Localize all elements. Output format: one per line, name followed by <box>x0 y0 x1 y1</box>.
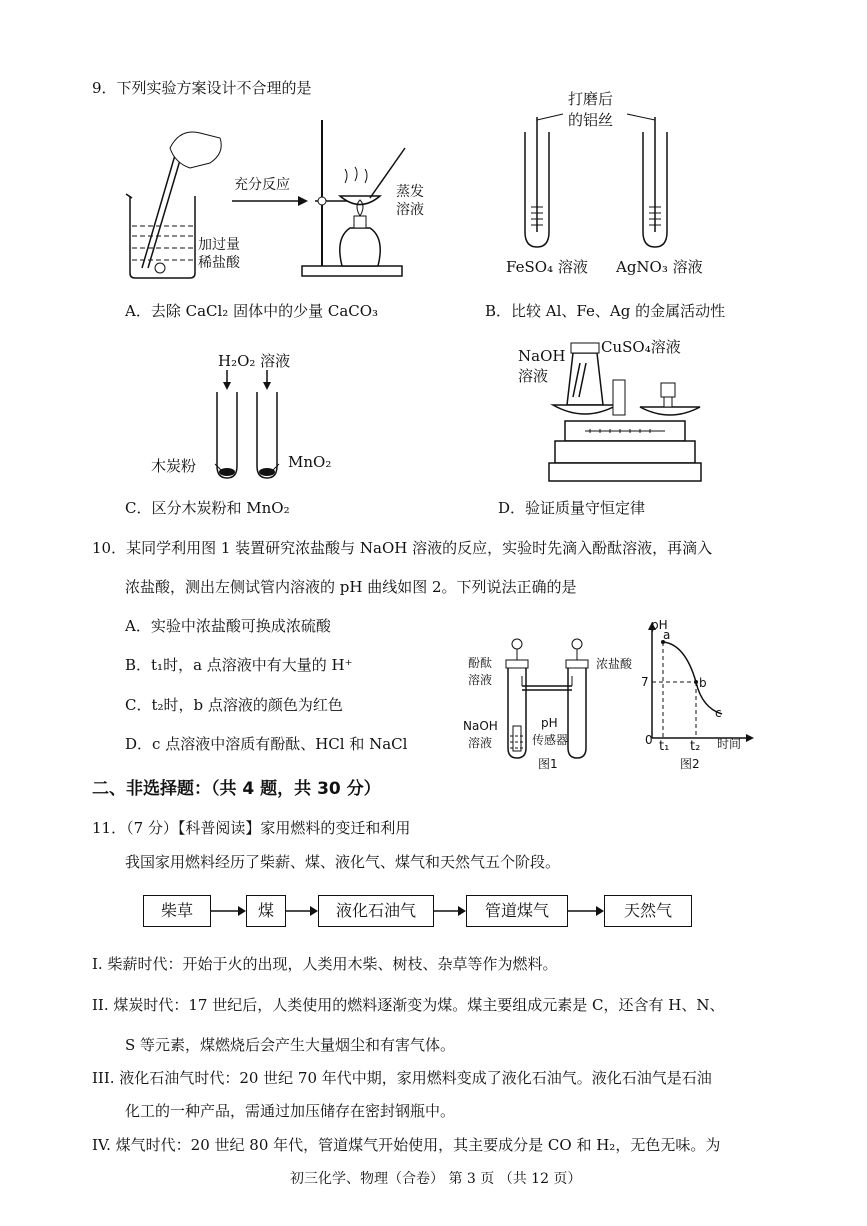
q11-intro: 我国家用燃料经历了柴薪、煤、液化气、煤气和天然气五个阶段。 <box>125 853 561 871</box>
q9-stem: 9．下列实验方案设计不合理的是 <box>92 79 312 97</box>
fig1-naoh-line1: NaOH <box>463 719 498 733</box>
fig2-point-c: c <box>715 706 722 720</box>
option-10a: A．实验中浓盐酸可换成浓硫酸 <box>125 617 331 635</box>
fig2-point-a: a <box>663 628 671 642</box>
q10-stem-line1: 10．某同学利用图 1 装置研究浓盐酸与 NaOH 溶液的反应，实验时先滴入酚酞溶液，再滴入 <box>92 539 713 557</box>
fig1-hcl-label: 浓盐酸 <box>596 657 633 671</box>
fig1-sensor-line1: pH <box>541 716 558 730</box>
section-2-title: 二、非选择题：（共 4 题，共 30 分） <box>92 779 381 799</box>
flow-box-2: 煤 <box>246 895 286 927</box>
flow-box-4: 管道煤气 <box>466 895 568 927</box>
fig1-sensor-line2: 传感器 <box>532 733 569 747</box>
fig-a-evap-line2: 溶液 <box>396 202 424 218</box>
fig-d-cuso4-label: CuSO₄溶液 <box>601 338 681 356</box>
fig-c-reagent-label: H₂O₂ 溶液 <box>218 352 291 370</box>
fig-a-evap-line1: 蒸发 <box>396 184 424 200</box>
option-9a: A．去除 CaCl₂ 固体中的少量 CaCO₃ <box>125 302 379 320</box>
fig2-t1: t₁ <box>659 739 670 754</box>
q11-para-2-line2: S 等元素，煤燃烧后会产生大量烟尘和有害气体。 <box>125 1036 456 1054</box>
fig-b-tube2-label: AgNO₃ 溶液 <box>616 258 703 276</box>
q11-para-3-line1: III. 液化石油气时代：20 世纪 70 年代中期，家用燃料变成了液化石油气。液化石油气是石油 <box>92 1069 712 1087</box>
fig2-y-label: pH <box>651 618 668 632</box>
fig-a-reagent-line2: 稀盐酸 <box>198 255 240 271</box>
fig1-phenol-line1: 酚酞 <box>468 656 493 670</box>
fig-a-reagent-line1: 加过量 <box>198 237 240 253</box>
flow-box-5: 天然气 <box>604 895 692 927</box>
q10-stem-line2: 浓盐酸，测出左侧试管内溶液的 pH 曲线如图 2。下列说法正确的是 <box>125 578 577 596</box>
fig1-naoh-line2: 溶液 <box>468 736 493 750</box>
fig-b-wire-line1: 打磨后 <box>568 90 614 108</box>
fig-b-tube1-label: FeSO₄ 溶液 <box>506 258 588 276</box>
fig-d-naoh-line2: 溶液 <box>518 367 549 385</box>
fig-c-right-label: MnO₂ <box>288 453 332 471</box>
q11-para-3-line2: 化工的一种产品，需通过加压储存在密封钢瓶中。 <box>125 1102 456 1120</box>
fig-c-left-label: 木炭粉 <box>151 457 197 475</box>
fig-b-wire-line2: 的铝丝 <box>568 111 614 129</box>
fig1-phenol-line2: 溶液 <box>468 673 493 687</box>
fig-d-naoh-line1: NaOH <box>518 347 566 365</box>
option-10d: D．c 点溶液中溶质有酚酞、HCl 和 NaCl <box>125 735 408 753</box>
fig2-point-b: b <box>699 676 707 690</box>
option-10c: C．t₂时，b 点溶液的颜色为红色 <box>125 696 343 714</box>
option-9c: C．区分木炭粉和 MnO₂ <box>125 499 290 517</box>
fig2-caption: 图2 <box>680 757 700 771</box>
option-9b: B．比较 Al、Fe、Ag 的金属活动性 <box>485 302 726 320</box>
fig2-t2: t₂ <box>690 739 701 754</box>
q11-para-2-line1: II. 煤炭时代：17 世纪后，人类使用的燃料逐渐变为煤。煤主要组成元素是 C，还含有 H、N、 <box>92 996 725 1014</box>
flow-box-3: 液化石油气 <box>318 895 434 927</box>
fig-a-arrow-label: 充分反应 <box>234 177 290 193</box>
page-footer: 初三化学、物理（合卷） 第 3 页 （共 12 页） <box>290 1171 582 1187</box>
q11-heading: 11．（7 分）【科普阅读】家用燃料的变迁和利用 <box>92 819 411 837</box>
option-10b: B．t₁时，a 点溶液中有大量的 H⁺ <box>125 656 353 674</box>
fig2-zero: 0 <box>645 733 653 747</box>
q11-para-4-line1: IV. 煤气时代：20 世纪 80 年代，管道煤气开始使用，其主要成分是 CO 和 H₂，无色无味。为 <box>92 1136 721 1154</box>
flow-box-1: 柴草 <box>143 895 211 927</box>
fig2-x-label: 时间 <box>717 737 742 751</box>
option-9d: D．验证质量守恒定律 <box>498 499 646 517</box>
fig1-caption: 图1 <box>538 757 558 771</box>
q11-para-1: I. 柴薪时代：开始于火的出现，人类用木柴、树枝、杂草等作为燃料。 <box>92 955 558 973</box>
fig2-seven-tick: 7 <box>641 675 649 689</box>
